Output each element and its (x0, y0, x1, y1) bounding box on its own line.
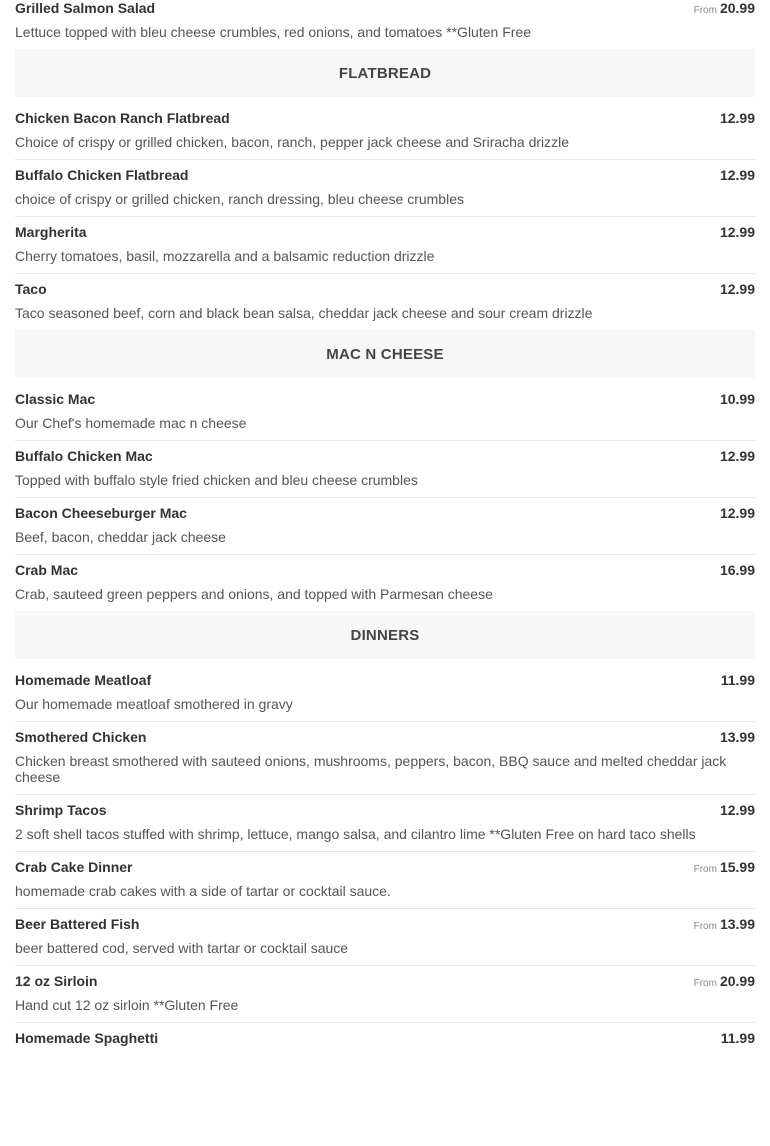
menu-item[interactable] (15, 665, 755, 722)
item-description: homemade crab cakes with a side of tartar or cocktail sauce. (15, 883, 391, 899)
item-name: Crab Cake Dinner (15, 859, 133, 875)
item-name: Buffalo Chicken Flatbread (15, 167, 189, 183)
menu-item-row (15, 1031, 755, 1046)
menu-item[interactable] (15, 722, 755, 795)
item-name: Margherita (15, 224, 87, 240)
item-name: 12 oz Sirloin (15, 973, 98, 989)
item-price: 10.99 (719, 391, 755, 407)
menu-item[interactable] (15, 384, 755, 441)
menu-item-row (15, 860, 755, 875)
item-name: Chicken Bacon Ranch Flatbread (15, 110, 230, 126)
item-price: 15.99 (719, 859, 755, 875)
item-price: 12.99 (719, 505, 755, 521)
item-price-group (720, 506, 755, 521)
item-price: 20.99 (719, 0, 755, 16)
item-description: beer battered cod, served with tartar or cocktail sauce (15, 940, 349, 956)
item-description: Chicken breast smothered with sauteed onions, mushrooms, peppers, bacon, BBQ sauce and melted cheddar jack cheese (15, 753, 727, 785)
menu-item-row (15, 449, 755, 464)
menu-item[interactable] (15, 555, 755, 611)
item-price-group (694, 1, 755, 18)
item-price-group (720, 282, 755, 297)
item-name: Classic Mac (15, 391, 96, 407)
item-description: Hand cut 12 oz sirloin **Gluten Free (15, 997, 239, 1013)
menu-item[interactable] (15, 274, 755, 330)
item-price-group (721, 673, 755, 688)
item-description: Choice of crispy or grilled chicken, bacon, ranch, pepper jack cheese and Sriracha drizzle (15, 134, 570, 150)
menu-item-row (15, 282, 755, 297)
item-name: Bacon Cheeseburger Mac (15, 505, 187, 521)
item-name: Buffalo Chicken Mac (15, 448, 153, 464)
item-description: Our homemade meatloaf smothered in gravy (15, 696, 293, 712)
menu-item-row (15, 111, 755, 126)
menu-item[interactable] (15, 966, 755, 1023)
item-price: 13.99 (719, 729, 755, 745)
item-price-group (720, 168, 755, 183)
menu-item[interactable] (15, 217, 755, 274)
menu-item-row (15, 563, 755, 578)
item-price: 16.99 (719, 562, 755, 578)
menu-item[interactable] (15, 1023, 755, 1055)
section-header: DINNERS (15, 611, 755, 659)
menu-item-row (15, 225, 755, 240)
menu-item-row (15, 392, 755, 407)
item-description: Our Chef's homemade mac n cheese (15, 415, 247, 431)
item-price-group (720, 111, 755, 126)
menu-list (15, 0, 755, 1055)
item-description: Cherry tomatoes, basil, mozzarella and a balsamic reduction drizzle (15, 248, 435, 264)
item-price: 12.99 (719, 802, 755, 818)
menu-item[interactable] (15, 795, 755, 852)
item-price-group (720, 449, 755, 464)
menu-item[interactable] (15, 441, 755, 498)
item-price: 11.99 (720, 672, 755, 688)
item-price: 12.99 (719, 281, 755, 297)
item-price: 12.99 (719, 224, 755, 240)
item-description: Topped with buffalo style fried chicken and bleu cheese crumbles (15, 472, 418, 488)
item-name: Grilled Salmon Salad (15, 0, 156, 16)
item-description: Beef, bacon, cheddar jack cheese (15, 529, 226, 545)
menu-item[interactable] (15, 0, 755, 49)
item-price: 20.99 (719, 973, 755, 989)
section-header: MAC N CHEESE (15, 330, 755, 378)
price-from-label: From (693, 864, 717, 875)
menu-item-row (15, 803, 755, 818)
item-description: Crab, sauteed green peppers and onions, and topped with Parmesan cheese (15, 586, 493, 602)
menu-item-row (15, 168, 755, 183)
price-from-label: From (693, 978, 717, 989)
price-from-label: From (693, 5, 717, 16)
item-price-group (720, 225, 755, 240)
section-header: FLATBREAD (15, 49, 755, 97)
item-price-group (720, 803, 755, 818)
item-description: Lettuce topped with bleu cheese crumbles, red onions, and tomatoes **Gluten Free (15, 24, 531, 40)
item-price-group (720, 392, 755, 407)
item-description: 2 soft shell tacos stuffed with shrimp, lettuce, mango salsa, and cilantro lime **Gluten Free on hard taco shells (15, 826, 696, 842)
item-name: Shrimp Tacos (15, 802, 107, 818)
menu-item[interactable] (15, 498, 755, 555)
item-price: 11.99 (720, 1030, 755, 1046)
item-price-group (720, 730, 755, 745)
item-price-group (720, 563, 755, 578)
menu-item[interactable] (15, 160, 755, 217)
item-price: 12.99 (719, 448, 755, 464)
item-name: Crab Mac (15, 562, 79, 578)
item-price-group (694, 917, 755, 934)
menu-item[interactable] (15, 103, 755, 160)
menu-item-row (15, 917, 755, 932)
menu-item-row (15, 730, 755, 745)
item-price: 12.99 (719, 167, 755, 183)
item-price-group (721, 1031, 755, 1046)
menu-item-row (15, 673, 755, 688)
item-description: choice of crispy or grilled chicken, ranch dressing, bleu cheese crumbles (15, 191, 464, 207)
menu-item[interactable] (15, 852, 755, 909)
item-name: Smothered Chicken (15, 729, 147, 745)
menu-item-row (15, 974, 755, 989)
menu-item[interactable] (15, 909, 755, 966)
item-name: Homemade Spaghetti (15, 1030, 159, 1046)
menu-item-row (15, 506, 755, 521)
menu-item-row (15, 1, 755, 16)
item-description: Taco seasoned beef, corn and black bean salsa, cheddar jack cheese and sour cream drizzle (15, 305, 593, 321)
item-price-group (694, 860, 755, 877)
item-price: 12.99 (719, 110, 755, 126)
price-from-label: From (693, 921, 717, 932)
item-price-group (694, 974, 755, 991)
item-name: Beer Battered Fish (15, 916, 140, 932)
item-price: 13.99 (719, 916, 755, 932)
item-name: Taco (15, 281, 47, 297)
item-name: Homemade Meatloaf (15, 672, 152, 688)
